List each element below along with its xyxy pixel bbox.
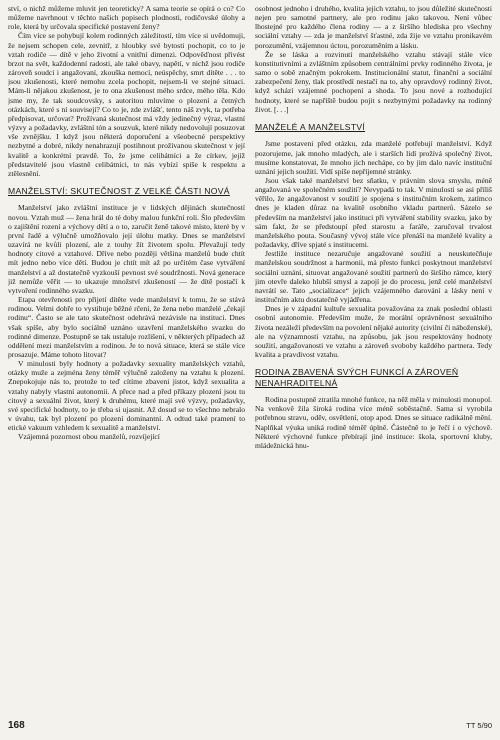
paragraph: V minulosti byly hodnoty a požadavky sexuality manželských vztahů, otázky muže a zejména ženy téměř výlučně založeny na vztahu k plození. Znepokojuje nás to, protože to teď cítíme zbaveni jistot, když sexualita a vztahy nabyly vlastní autonomii. A přece nad a před příkazy plození jsou tu citový a sexuální život, který k druhému, které mají své výzvy, požadavky, své specifické hodnoty, to je třeba si ujasnit. Až dosud se to všechno nebralo v úvahu, tak byl plození po plození dominantní. A odtud také pramení to etické vakuum vzhledem k sexualitě a manželství. (8, 359, 245, 433)
paragraph: Manželství jako zvláštní instituce je v lidských dějinách skutečností novou. Vztah muž — žena hrál do té doby malou funkční roli. Šlo především o zajištění rození a výchovy dětí a o to, zaručit ženě takové místo, které by v první řadě a výlučně umožňovalo její úlohu matky. Dnes se manželství uzavírá ne kvůli plození, ale z touhy žít životem spolu. Převažují tedy hodnoty citové a vztahové. Dříve nebo později většina manželů bude chtít mít jedno nebo více dětí. Budou je chtít mít až po určitém čase vytváření manželství a až dostatečně vyzkouší pevnost své soudržnosti. Nová generace již nemůže věřit — to ukazuje množství zkušeností — že dítě postačí k vytvoření rodinného svazku. (8, 203, 245, 295)
left-column (8, 4, 245, 716)
paragraph: Etapa otevřenosti pro přijetí dítěte vede manželství k tomu, že se stává rodinou. Velmi dobře to vystihuje běžné rčení, že žena nebo manželé „čekají rodinu“. Často se ale tato skutečnost odehrává nezávisle na instituci. Dnes však spíše, aby bylo sociálně uznáno uzavření manželského svazku do rodinné dimenze. Postupně se tak ustaluje rozlišení, v některých případech až oddělení mezi manželstvím a rodinou. Je to nová situace, která se stále více prosazuje. Máme tohoto litovat? (8, 295, 245, 359)
document-page (8, 4, 492, 716)
paragraph: Čím více se pohybují kolem rodinných záležitostí, tím více si uvědomuji, že nejsem schopen cele, zevnitř, z hloubky své bytosti pochopit, co to je vztah rodiče — dítě v jeho životní a vnitřní dimenzi. Odpověďnost přivést brzot na svět, každodenní radosti, ale také obavy, napětí, v nichž jsou rodiče zároveň soudcí i angažovaní, zkouška nemocí, neúspěchy, smrt dítěte . . . to jsou zkušenosti, které nemohu zcela pochopit, nejsem-li ve stejné situaci. Mám-li nějakou zkušenost, je to ona zkušenost mého srdce, mého těla. Kdo jsme my, že tak soudcovsky, s autoritou mluvíme o plození a četných otázkách, které s ní souvisejí? Co to je, zde zvlášť, tento náš zvyk, ta potřeba předpisovat, určovat? Prožívaná skutečnost má vždy jedinečný výraz, vlastní výzvy a požadavky, zvláštní tón a souzvuk, které nikdy nedovolují posuzovat vše zvnějšku. I když jsou některá doporučení a všeobecné perspektivy nezbytné a dobré, nikdy nenahrazují postihnout prožívanou skutečnost v její kvalitě a konkrétní pravdě. To, že jsme celibátníci a že církev, jejíž představitelé jsou vlastně celibátníci, to nás vybízí spíše k respektu a ztělesnění. (8, 31, 245, 178)
paragraph: Jsou však také manželství bez sňatku, v právním slova smyslu, méně angažovaná ve společném soužití? Nevypadá to tak. V minulosti se asi příliš věřilo, že angažovanost v soužití je spojena s institučním krokem, zatímco dnes je kladen důraz na kvalitě osobního vkladu partnerů. Sázelo se především na manželství jako instituci při vytváření stability svazku, jako by sám fakt, že se předstoupí před starostu a faráře, zaručoval trvalost manželského pouta. Současný vývoj stále více přenáší na manželé kvality a požadavky, dříve spjaté s institucemi. (255, 176, 492, 250)
paragraph: Dnes je v západní kultuře sexualita považována za znak poslední oblasti osobní autonomie. Především muže, že morální oprávněnost sexuálního života nezáleží především na povolení nějaké autority (civilní či náboženské), ale na významnosti vztahu, na způsobu, jak jsou respektovány hodnoty soužití, angažovanosti ve vztahu a zároveň svoboby každého partnera. Tedy kvalita a pravdivost vztahu. (255, 304, 492, 359)
section-heading: MANŽELÉ A MANŽELSTVÍ (255, 121, 366, 132)
paragraph: Vzájemná pozornost obou manželů, rozvíjející (18, 432, 160, 442)
paragraph: ství, o nichž můžeme mluvit jen teoreticky? A sama teorie se opírá o co? Co můžeme navrhnout v těchto našich popisech plodnosti, rodičovské úlohy a role, která by určovala specifické postavení ženy? (8, 4, 245, 32)
page-footer (8, 718, 492, 734)
section-heading: MANŽELSTVÍ: SKUTEČNOST Z VELKÉ ČÁSTI NOVÁ (8, 185, 230, 196)
paragraph: Jsme postaveni před otázku, zda manželé potřebují manželství. Když pozorujeme, jak mnoho mladých, ale i starších lidí prožívá společný život, musíme konstatovat, že mnoho jich nechápe, co by jim dalo navíc instituční uznání jejich soužití. Vidí spíše nepříjemné stránky. (255, 139, 492, 176)
paragraph: osobnost jednoho i druhého, kvalita jejich vztahu, to jsou důležité skutečnosti nejen pro samotné partnery, ale pro rodinu jako takovou. Není vůbec lhostejné pro každého člena rodiny — a z širšího hlediska pro všechny sociální vztahy — zda je manželství šťastné, zda žije ve vztahu pronikavém porozumění, vzájemnou úctou, porozuměním a lásku. (255, 4, 492, 50)
page-number: 168 (8, 720, 25, 731)
issue-label: TT 5/90 (466, 721, 492, 730)
section-heading: RODINA ZBAVENÁ SVÝCH FUNKCÍ A ZÁROVEŇ NENAHRADITELNÁ (255, 367, 459, 388)
right-column (255, 4, 492, 716)
paragraph: Jestliže instituce nezaručuje angažované soužití a neuskutečňuje manželskou soudržnost a harmonii, má přesto funkci poskytnout manželství sociální uznání, situovat angažované soužití partnerů do širšího rámce, který jim otevře daleko hlubší smysl a zapojí je do procesu, jenž celé manželství navrátí se. Tato „socializace“ jejich vzájemného darování a lásky není v institučním aktu dostatečně vyjádřena. (255, 249, 492, 305)
paragraph: Rodina postupně ztratila mnohé funkce, na něž měla v minulosti monopol. Na venkově žila široká rodina více méně soběstačně. Sama si vyrobila potřebnou stravu, oděv, osvětlení, otop apod. Dnes se situace radikálně mění. Naplňkal výuka uniká rodině téměř úplně. Částečně to je řečí i o výchově. Některé výchovné funkce přebírají jiné instituce: škola, sportovní kluby, mládežnická hnu- (255, 395, 492, 450)
paragraph: Že se láska a rozvinutí manželského vztahu stávají stále více konstitutivními a zvláštním způsobem centrálními prvky rodinného života, je samo o sobě značným pokrokem. Institucionální statut, finanční a sociální zabezpečení ženy, tlak prostředí nestačí na to, aby opravdový rodinný život, když schází vzájemné pochopení a shoda. To jsou nové a rozhodující hodnoty, které se napříště budou pojit s nezbytnými požadavky na rodinný život. [. . .] (255, 49, 492, 114)
